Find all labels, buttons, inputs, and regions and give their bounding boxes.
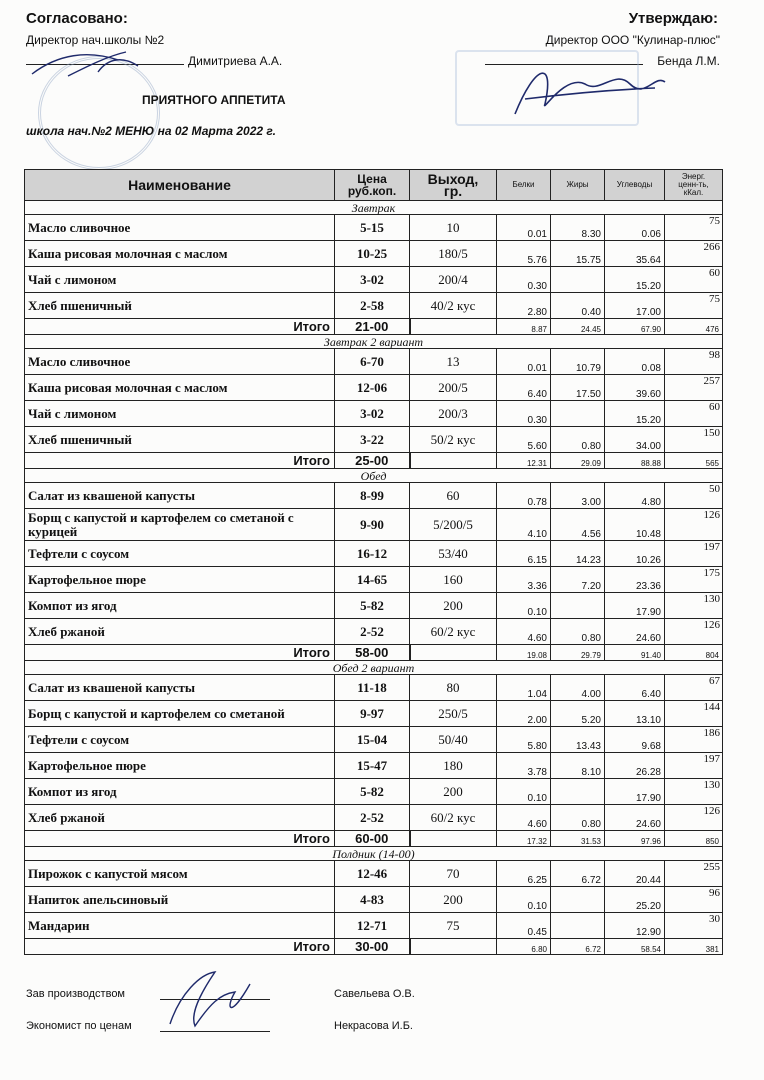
dish-yield: 50/2 кус xyxy=(410,427,497,453)
dish-name: Картофельное пюре xyxy=(25,567,335,593)
dish-kcal: 130 xyxy=(665,593,723,619)
col-header-name: Наименование xyxy=(25,170,335,201)
dish-yield: 70 xyxy=(410,861,497,887)
dish-name: Борщ с капустой и картофелем со сметаной с курицей xyxy=(25,509,335,541)
dish-fat: 0.80 xyxy=(551,805,605,831)
dish-yield: 13 xyxy=(410,349,497,375)
dish-kcal: 126 xyxy=(665,805,723,831)
dish-protein: 0.30 xyxy=(497,267,551,293)
dish-fat: 8.30 xyxy=(551,215,605,241)
dish-kcal: 96 xyxy=(665,887,723,913)
total-yield xyxy=(410,645,497,661)
dish-price: 12-71 xyxy=(335,913,410,939)
dish-price: 3-22 xyxy=(335,427,410,453)
approval-person: Димитриева А.А. xyxy=(188,54,283,68)
menu-title: школа нач.№2 МЕНЮ на 02 Марта 2022 г. xyxy=(26,124,276,138)
table-row xyxy=(25,779,723,805)
dish-fat xyxy=(551,593,605,619)
table-row xyxy=(25,861,723,887)
dish-yield: 40/2 кус xyxy=(410,293,497,319)
total-price: 21-00 xyxy=(335,319,410,335)
approve-role: Директор ООО "Кулинар-плюс" xyxy=(545,33,720,47)
dish-name: Тефтели с соусом xyxy=(25,541,335,567)
dish-price: 12-06 xyxy=(335,375,410,401)
dish-kcal: 60 xyxy=(665,401,723,427)
dish-price: 6-70 xyxy=(335,349,410,375)
dish-price: 8-99 xyxy=(335,483,410,509)
dish-price: 5-82 xyxy=(335,779,410,805)
dish-yield: 200/4 xyxy=(410,267,497,293)
dish-protein: 0.10 xyxy=(497,593,551,619)
table-row xyxy=(25,541,723,567)
dish-kcal: 175 xyxy=(665,567,723,593)
dish-price: 2-52 xyxy=(335,805,410,831)
dish-yield: 60 xyxy=(410,483,497,509)
table-row xyxy=(25,619,723,645)
dish-name: Мандарин xyxy=(25,913,335,939)
dish-price: 4-83 xyxy=(335,887,410,913)
table-row xyxy=(25,375,723,401)
section-title: Обед 2 вариант xyxy=(25,661,723,675)
dish-kcal: 75 xyxy=(665,215,723,241)
dish-protein: 0.45 xyxy=(497,913,551,939)
dish-kcal: 126 xyxy=(665,509,723,541)
dish-carbs: 23.36 xyxy=(605,567,665,593)
dish-carbs: 10.48 xyxy=(605,509,665,541)
approve-title: Утверждаю: xyxy=(628,10,718,27)
total-fat: 6.72 xyxy=(551,939,605,955)
dish-name: Хлеб пшеничный xyxy=(25,427,335,453)
dish-carbs: 10.26 xyxy=(605,541,665,567)
total-carbs: 88.88 xyxy=(605,453,665,469)
dish-price: 16-12 xyxy=(335,541,410,567)
dish-carbs: 39.60 xyxy=(605,375,665,401)
total-protein: 12.31 xyxy=(497,453,551,469)
total-label: Итого xyxy=(25,939,335,955)
dish-carbs: 15.20 xyxy=(605,401,665,427)
dish-fat: 3.00 xyxy=(551,483,605,509)
total-yield xyxy=(410,939,497,955)
dish-yield: 5/200/5 xyxy=(410,509,497,541)
total-label: Итого xyxy=(25,453,335,469)
col-header-price: Цена руб.коп. xyxy=(335,170,410,201)
dish-kcal: 266 xyxy=(665,241,723,267)
total-kcal: 850 xyxy=(665,831,723,847)
dish-carbs: 9.68 xyxy=(605,727,665,753)
dish-yield: 200/5 xyxy=(410,375,497,401)
dish-name: Пирожок с капустой мясом xyxy=(25,861,335,887)
dish-fat: 6.72 xyxy=(551,861,605,887)
dish-price: 5-15 xyxy=(335,215,410,241)
dish-price: 11-18 xyxy=(335,675,410,701)
dish-protein: 5.76 xyxy=(497,241,551,267)
total-label: Итого xyxy=(25,319,335,335)
total-kcal: 565 xyxy=(665,453,723,469)
dish-yield: 60/2 кус xyxy=(410,805,497,831)
section-title: Завтрак xyxy=(25,201,723,215)
dish-kcal: 60 xyxy=(665,267,723,293)
dish-yield: 60/2 кус xyxy=(410,619,497,645)
dish-carbs: 25.20 xyxy=(605,887,665,913)
footer-role-2: Экономист по ценам xyxy=(26,1020,132,1032)
dish-name: Чай с лимоном xyxy=(25,267,335,293)
dish-protein: 4.10 xyxy=(497,509,551,541)
section-row xyxy=(25,469,723,483)
dish-protein: 6.40 xyxy=(497,375,551,401)
col-header-fat: Жиры xyxy=(551,170,605,201)
dish-carbs: 24.60 xyxy=(605,805,665,831)
dish-protein: 5.80 xyxy=(497,727,551,753)
footer-role-1: Зав производством xyxy=(26,988,125,1000)
dish-carbs: 13.10 xyxy=(605,701,665,727)
table-row xyxy=(25,241,723,267)
dish-fat xyxy=(551,267,605,293)
col-header-carbs: Углеводы xyxy=(605,170,665,201)
table-row xyxy=(25,427,723,453)
dish-carbs: 6.40 xyxy=(605,675,665,701)
dish-kcal: 67 xyxy=(665,675,723,701)
dish-fat: 8.10 xyxy=(551,753,605,779)
total-label: Итого xyxy=(25,831,335,847)
total-carbs: 97.96 xyxy=(605,831,665,847)
total-protein: 19.08 xyxy=(497,645,551,661)
total-row xyxy=(25,645,723,661)
dish-carbs: 4.80 xyxy=(605,483,665,509)
total-price: 60-00 xyxy=(335,831,410,847)
dish-kcal: 197 xyxy=(665,541,723,567)
dish-name: Борщ с капустой и картофелем со сметаной xyxy=(25,701,335,727)
total-kcal: 804 xyxy=(665,645,723,661)
col-header-protein: Белки xyxy=(497,170,551,201)
total-fat: 24.45 xyxy=(551,319,605,335)
dish-price: 12-46 xyxy=(335,861,410,887)
table-row xyxy=(25,509,723,541)
dish-kcal: 50 xyxy=(665,483,723,509)
dish-carbs: 12.90 xyxy=(605,913,665,939)
dish-carbs: 35.64 xyxy=(605,241,665,267)
section-title: Полдник (14-00) xyxy=(25,847,723,861)
dish-price: 2-52 xyxy=(335,619,410,645)
section-title: Завтрак 2 вариант xyxy=(25,335,723,349)
dish-fat xyxy=(551,913,605,939)
dish-yield: 180 xyxy=(410,753,497,779)
slogan: ПРИЯТНОГО АППЕТИТА xyxy=(142,93,286,107)
dish-protein: 6.25 xyxy=(497,861,551,887)
dish-yield: 200 xyxy=(410,887,497,913)
dish-price: 15-04 xyxy=(335,727,410,753)
section-row xyxy=(25,847,723,861)
dish-protein: 1.04 xyxy=(497,675,551,701)
dish-price: 15-47 xyxy=(335,753,410,779)
total-fat: 29.09 xyxy=(551,453,605,469)
dish-yield: 53/40 xyxy=(410,541,497,567)
dish-protein: 0.10 xyxy=(497,779,551,805)
total-yield xyxy=(410,453,497,469)
table-row xyxy=(25,675,723,701)
dish-carbs: 17.90 xyxy=(605,593,665,619)
dish-kcal: 197 xyxy=(665,753,723,779)
dish-name: Компот из ягод xyxy=(25,779,335,805)
dish-name: Компот из ягод xyxy=(25,593,335,619)
dish-name: Масло сливочное xyxy=(25,215,335,241)
dish-kcal: 144 xyxy=(665,701,723,727)
dish-fat: 4.00 xyxy=(551,675,605,701)
dish-carbs: 17.90 xyxy=(605,779,665,805)
dish-protein: 0.10 xyxy=(497,887,551,913)
dish-price: 9-97 xyxy=(335,701,410,727)
table-row xyxy=(25,267,723,293)
dish-protein: 4.60 xyxy=(497,619,551,645)
table-row xyxy=(25,593,723,619)
dish-yield: 200/3 xyxy=(410,401,497,427)
dish-kcal: 126 xyxy=(665,619,723,645)
dish-name: Хлеб ржаной xyxy=(25,805,335,831)
dish-fat: 0.80 xyxy=(551,427,605,453)
dish-yield: 200 xyxy=(410,593,497,619)
dish-protein: 2.80 xyxy=(497,293,551,319)
approval-role: Директор нач.школы №2 xyxy=(26,33,165,47)
col-header-yield: Выход, гр. xyxy=(410,170,497,201)
dish-name: Хлеб пшеничный xyxy=(25,293,335,319)
footer-person-2: Некрасова И.Б. xyxy=(334,1020,413,1032)
dish-yield: 50/40 xyxy=(410,727,497,753)
dish-kcal: 75 xyxy=(665,293,723,319)
section-title: Обед xyxy=(25,469,723,483)
total-price: 58-00 xyxy=(335,645,410,661)
total-row xyxy=(25,831,723,847)
dish-name: Тефтели с соусом xyxy=(25,727,335,753)
dish-protein: 0.01 xyxy=(497,215,551,241)
dish-name: Хлеб ржаной xyxy=(25,619,335,645)
total-row xyxy=(25,453,723,469)
dish-fat: 4.56 xyxy=(551,509,605,541)
dish-protein: 5.60 xyxy=(497,427,551,453)
dish-kcal: 98 xyxy=(665,349,723,375)
dish-price: 9-90 xyxy=(335,509,410,541)
dish-protein: 0.78 xyxy=(497,483,551,509)
total-protein: 8.87 xyxy=(497,319,551,335)
dish-protein: 4.60 xyxy=(497,805,551,831)
dish-name: Салат из квашеной капусты xyxy=(25,675,335,701)
table-row xyxy=(25,727,723,753)
dish-price: 5-82 xyxy=(335,593,410,619)
dish-fat: 5.20 xyxy=(551,701,605,727)
dish-fat: 0.40 xyxy=(551,293,605,319)
dish-carbs: 17.00 xyxy=(605,293,665,319)
section-row xyxy=(25,335,723,349)
dish-kcal: 255 xyxy=(665,861,723,887)
dish-fat: 15.75 xyxy=(551,241,605,267)
dish-yield: 180/5 xyxy=(410,241,497,267)
section-row xyxy=(25,661,723,675)
dish-yield: 250/5 xyxy=(410,701,497,727)
dish-carbs: 34.00 xyxy=(605,427,665,453)
dish-carbs: 26.28 xyxy=(605,753,665,779)
footer-person-1: Савельева О.В. xyxy=(334,988,415,1000)
total-protein: 17.32 xyxy=(497,831,551,847)
dish-protein: 0.01 xyxy=(497,349,551,375)
total-carbs: 67.90 xyxy=(605,319,665,335)
dish-fat: 0.80 xyxy=(551,619,605,645)
dish-name: Напиток апельсиновый xyxy=(25,887,335,913)
table-row xyxy=(25,753,723,779)
table-row xyxy=(25,293,723,319)
dish-price: 3-02 xyxy=(335,267,410,293)
approve-person: Бенда Л.М. xyxy=(657,54,720,68)
table-row xyxy=(25,805,723,831)
dish-kcal: 150 xyxy=(665,427,723,453)
dish-carbs: 20.44 xyxy=(605,861,665,887)
dish-price: 2-58 xyxy=(335,293,410,319)
total-row xyxy=(25,319,723,335)
dish-kcal: 30 xyxy=(665,913,723,939)
total-carbs: 58.54 xyxy=(605,939,665,955)
dish-name: Каша рисовая молочная с маслом xyxy=(25,375,335,401)
approval-signature xyxy=(28,46,178,80)
dish-kcal: 130 xyxy=(665,779,723,805)
approval-title: Согласовано: xyxy=(26,10,128,27)
table-row xyxy=(25,887,723,913)
dish-name: Салат из квашеной капусты xyxy=(25,483,335,509)
dish-fat: 13.43 xyxy=(551,727,605,753)
dish-yield: 80 xyxy=(410,675,497,701)
dish-protein: 3.78 xyxy=(497,753,551,779)
dish-kcal: 186 xyxy=(665,727,723,753)
col-header-energy: Энерг. ценн-ть, кКал. xyxy=(665,170,723,201)
table-row xyxy=(25,349,723,375)
table-row xyxy=(25,215,723,241)
total-fat: 31.53 xyxy=(551,831,605,847)
table-row xyxy=(25,483,723,509)
dish-fat xyxy=(551,887,605,913)
dish-name: Картофельное пюре xyxy=(25,753,335,779)
total-kcal: 476 xyxy=(665,319,723,335)
total-price: 30-00 xyxy=(335,939,410,955)
dish-name: Чай с лимоном xyxy=(25,401,335,427)
dish-fat: 7.20 xyxy=(551,567,605,593)
total-price: 25-00 xyxy=(335,453,410,469)
dish-carbs: 0.06 xyxy=(605,215,665,241)
dish-yield: 160 xyxy=(410,567,497,593)
dish-fat: 14.23 xyxy=(551,541,605,567)
dish-price: 10-25 xyxy=(335,241,410,267)
table-row xyxy=(25,567,723,593)
dish-protein: 3.36 xyxy=(497,567,551,593)
dish-fat: 17.50 xyxy=(551,375,605,401)
dish-name: Каша рисовая молочная с маслом xyxy=(25,241,335,267)
dish-carbs: 0.08 xyxy=(605,349,665,375)
table-row xyxy=(25,401,723,427)
total-protein: 6.80 xyxy=(497,939,551,955)
total-yield xyxy=(410,831,497,847)
dish-protein: 6.15 xyxy=(497,541,551,567)
dish-carbs: 15.20 xyxy=(605,267,665,293)
section-row xyxy=(25,201,723,215)
total-row xyxy=(25,939,723,955)
dish-fat xyxy=(551,401,605,427)
dish-yield: 10 xyxy=(410,215,497,241)
dish-price: 3-02 xyxy=(335,401,410,427)
dish-protein: 2.00 xyxy=(497,701,551,727)
dish-kcal: 257 xyxy=(665,375,723,401)
total-yield xyxy=(410,319,497,335)
dish-fat: 10.79 xyxy=(551,349,605,375)
dish-yield: 200 xyxy=(410,779,497,805)
dish-yield: 75 xyxy=(410,913,497,939)
dish-carbs: 24.60 xyxy=(605,619,665,645)
table-header-row xyxy=(25,170,723,201)
approve-signature xyxy=(505,54,675,124)
total-kcal: 381 xyxy=(665,939,723,955)
dish-protein: 0.30 xyxy=(497,401,551,427)
dish-name: Масло сливочное xyxy=(25,349,335,375)
dish-fat xyxy=(551,779,605,805)
total-carbs: 91.40 xyxy=(605,645,665,661)
dish-price: 14-65 xyxy=(335,567,410,593)
total-fat: 29.79 xyxy=(551,645,605,661)
menu-table xyxy=(24,169,723,955)
footer-signature xyxy=(160,964,270,1036)
table-row xyxy=(25,701,723,727)
table-row xyxy=(25,913,723,939)
total-label: Итого xyxy=(25,645,335,661)
